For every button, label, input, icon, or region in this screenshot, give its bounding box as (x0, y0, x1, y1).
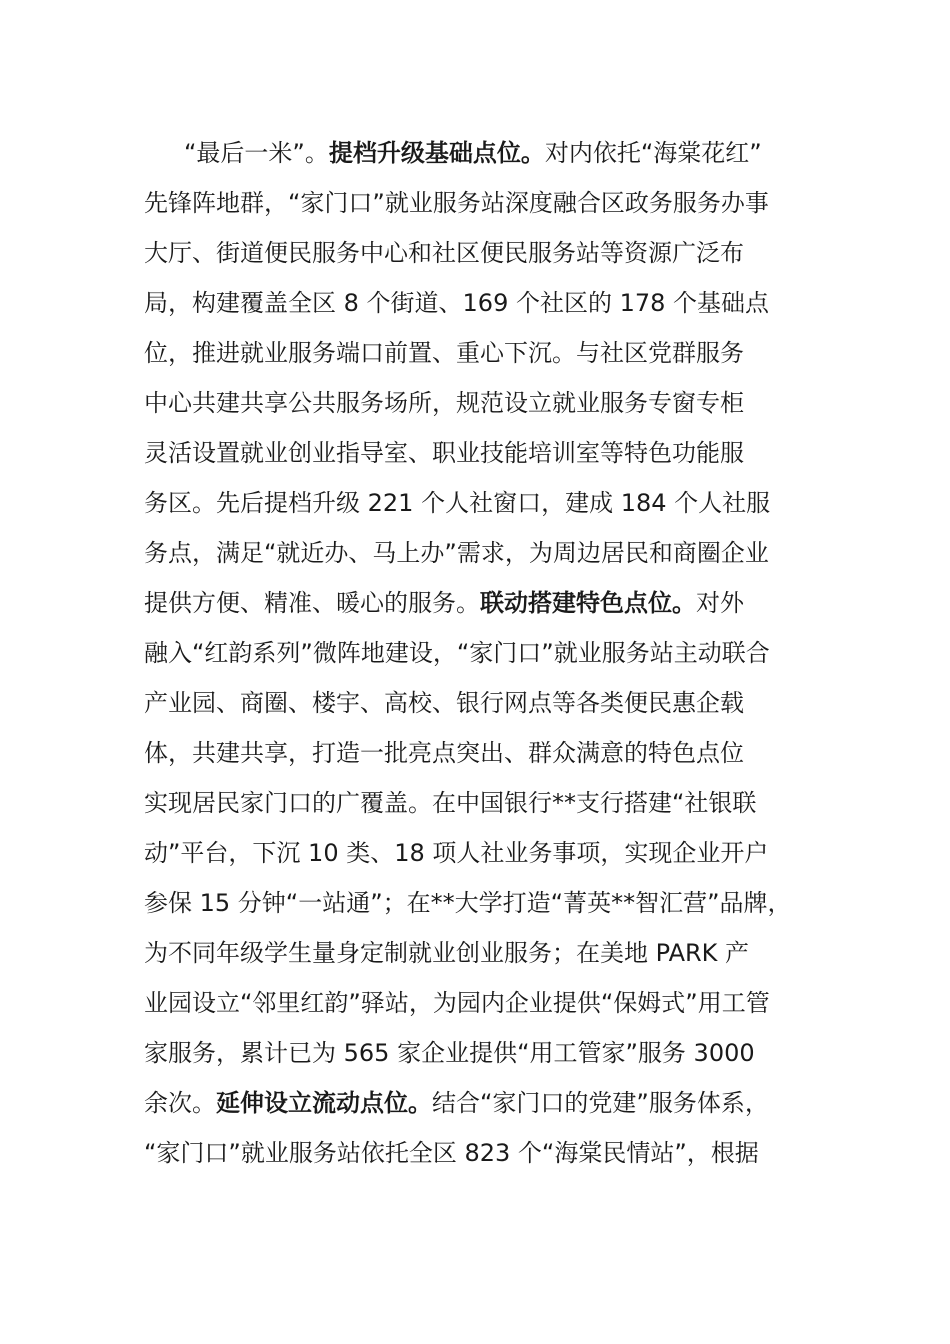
text-run: 融入“红韵系列”微阵地建设，“家门口”就业服务站主动联合 (144, 639, 770, 667)
text-line (144, 578, 844, 628)
text-run: 结合“家门口的党建”服务体系， (432, 1089, 769, 1117)
bold-heading: 联动搭建特色点位。 (480, 589, 696, 617)
text-line (144, 778, 844, 828)
text-run: 家服务，累计已为 565 家企业提供“用工管家”服务 3000 (144, 1039, 755, 1067)
text-line (144, 828, 844, 878)
text-run: 灵活设置就业创业指导室、职业技能培训室等特色功能服 (144, 439, 744, 467)
text-line (144, 128, 844, 178)
text-line (144, 1078, 844, 1128)
text-line (144, 228, 844, 278)
text-line (144, 1128, 844, 1178)
text-line (144, 478, 844, 528)
text-line (144, 428, 844, 478)
text-run: 参保 15 分钟“一站通”；在**大学打造“菁英**智汇营”品牌， (144, 889, 792, 917)
text-run: 动”平台，下沉 10 类、18 项人社业务事项，实现企业开户 (144, 839, 769, 867)
text-line (144, 528, 844, 578)
bold-heading: 提档升级基础点位。 (328, 139, 545, 167)
text-run: 对外 (696, 589, 744, 617)
text-run: 中心共建共享公共服务场所，规范设立就业服务专窗专柜 (144, 389, 744, 417)
text-run: 业园设立“邻里红韵”驿站，为园内企业提供“保姆式”用工管 (144, 989, 770, 1017)
text-run: 提供方便、精准、暖心的服务。 (144, 589, 480, 617)
text-line (144, 728, 844, 778)
text-run: 位，推进就业服务端口前置、重心下沉。与社区党群服务 (144, 339, 744, 367)
text-line (144, 1028, 844, 1078)
text-run: “最后一米”。 (184, 139, 329, 167)
text-run: 实现居民家门口的广覆盖。在中国银行**支行搭建“社银联 (144, 789, 757, 817)
text-line (144, 278, 844, 328)
text-run: 余次。 (144, 1089, 216, 1117)
text-line (144, 178, 844, 228)
text-line (144, 628, 844, 678)
text-run: 大厅、街道便民服务中心和社区便民服务站等资源广泛布 (144, 239, 744, 267)
text-run: 先锋阵地群，“家门口”就业服务站深度融合区政务服务办事 (144, 189, 769, 217)
text-run: 局，构建覆盖全区 8 个街道、169 个社区的 178 个基础点 (144, 289, 770, 317)
text-line (144, 328, 844, 378)
text-run: 产业园、商圈、楼宇、高校、银行网点等各类便民惠企载 (144, 689, 744, 717)
text-line (144, 978, 844, 1028)
text-run: 务区。先后提档升级 221 个人社窗口，建成 184 个人社服 (144, 489, 771, 517)
text-run: “家门口”就业服务站依托全区 823 个“海棠民情站”，根据 (144, 1139, 759, 1167)
text-run: 对内依托“海棠花红” (544, 139, 762, 167)
body-paragraph (144, 128, 844, 1178)
text-line (144, 928, 844, 978)
text-run: 为不同年级学生量身定制就业创业服务；在美地 PARK 产 (144, 939, 750, 967)
text-line (144, 678, 844, 728)
text-run: 务点，满足“就近办、马上办”需求，为周边居民和商圈企业 (144, 539, 769, 567)
bold-heading: 延伸设立流动点位。 (216, 1089, 432, 1117)
text-line (144, 878, 844, 928)
text-line (144, 378, 844, 428)
text-run: 体，共建共享，打造一批亮点突出、群众满意的特色点位 (144, 739, 744, 767)
